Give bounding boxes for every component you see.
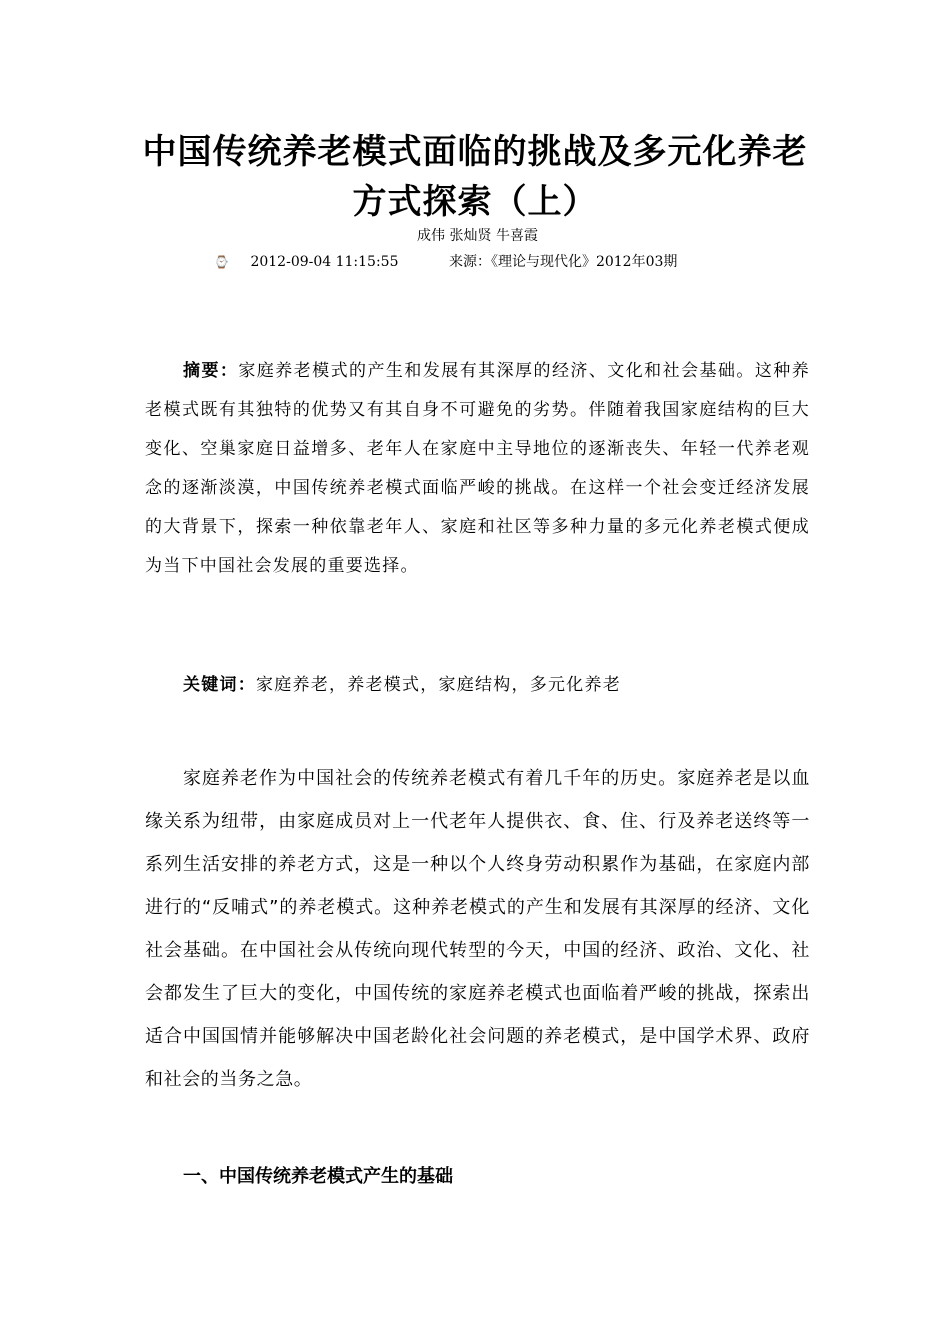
- section-heading-1: 一、中国传统养老模式产生的基础: [183, 1166, 453, 1187]
- keywords-text: 家庭养老，养老模式，家庭结构，多元化养老: [256, 675, 621, 695]
- abstract-paragraph: [145, 352, 810, 586]
- keywords-label: 关键词：: [183, 675, 256, 695]
- clock-icon: ⌚: [214, 255, 229, 269]
- article-datetime: 2012-09-04 11:15:55: [250, 254, 399, 270]
- article-authors: 成伟 张灿贤 牛喜霞: [417, 228, 538, 244]
- article-title-line-2: 方式探索（上）: [352, 182, 598, 222]
- abstract-label: 摘要：: [183, 361, 239, 381]
- article-source: 来源：《理论与现代化》2012年03期: [448, 254, 678, 270]
- article-title-line-1: 中国传统养老模式面临的挑战及多元化养老: [142, 132, 808, 172]
- body-paragraph-1: 家庭养老作为中国社会的传统养老模式有着几千年的历史。家庭养老是以血缘关系为纽带，由家庭成员对上一代老年人提供衣、食、住、行及养老送终等一系列生活安排的养老方式，这是一种以个人终身劳动积累作为基础，在家庭内部进行的“反哺式”的养老模式。这种养老模式的产生和发展有其深厚的经济、文化社会基础。在中国社会从传统向现代转型的今天，中国的经济、政治、文化、社会都发生了巨大的变化，中国传统的家庭养老模式也面临着严峻的挑战，探索出适合中国国情并能够解决中国老龄化社会问题的养老模式，是中国学术界、政府和社会的当务之急。: [145, 768, 810, 1090]
- abstract-text: 家庭养老模式的产生和发展有其深厚的经济、文化和社会基础。这种养老模式既有其独特的优势又有其自身不可避免的劣势。伴随着我国家庭结构的巨大变化、空巢家庭日益增多、老年人在家庭中主导地位的逐渐丧失、年轻一代养老观念的逐渐淡漠，中国传统养老模式面临严峻的挑战。在这样一个社会变迁经济发展的大背景下，探索一种依靠老年人、家庭和社区等多种力量的多元化养老模式便成为当下中国社会发展的重要选择。: [145, 361, 811, 576]
- article-meta: [214, 252, 677, 272]
- keywords-paragraph: [145, 666, 810, 705]
